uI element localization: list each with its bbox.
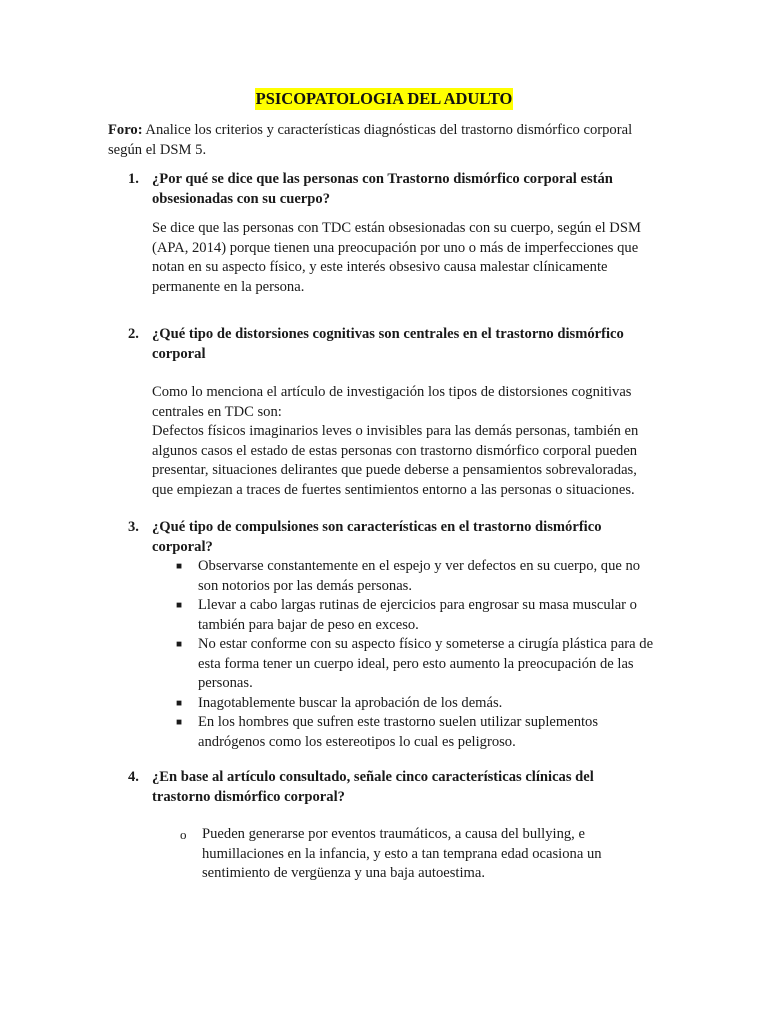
square-bullet-icon: ■	[176, 600, 183, 611]
document-title: PSICOPATOLOGIA DEL ADULTO	[255, 89, 513, 108]
question-2-text: ¿Qué tipo de distorsiones cognitivas son centrales en el trastorno dismórfico corporal	[152, 326, 624, 362]
list-item-text: En los hombres que sufren este trastorno suelen utilizar suplementos andrógenos como los estereotipos lo cual es peligroso.	[198, 714, 599, 750]
list-item-text: Pueden generarse por eventos traumáticos, a causa del bullying, e humillaciones en la infancia, y esto a tan temprana edad ocasiona un sentimiento de vergüenza y una baja autoestima.	[202, 826, 602, 881]
foro-label: Foro:	[108, 122, 143, 138]
question-1-number: 1.	[128, 171, 139, 187]
question-1-text: ¿Por qué se dice que las personas con Trastorno dismórfico corporal están obsesionadas con su cuerpo?	[152, 171, 613, 207]
answer-2: Defectos físicos imaginarios leves o invisibles para las demás personas, también en algunos casos el estado de estas personas con trastorno dismórfico corporal pueden presentar, situaciones delirantes que puede deberse a pensamientos sobrevaloradas, que empiezan a traces de fuertes sentimientos entorno a las personas o situaciones.	[152, 423, 639, 498]
question-4-number: 4.	[128, 769, 139, 785]
question-2-number: 2.	[128, 326, 139, 342]
question-3	[128, 518, 638, 557]
list-item	[176, 596, 656, 635]
square-bullet-icon: ■	[176, 561, 183, 572]
list-item-text: No estar conforme con su aspecto físico y someterse a cirugía plástica para de esta forma tener un cuerpo ideal, pero esto aumento la preocupación de las personas.	[198, 636, 654, 691]
question-1	[128, 170, 638, 209]
compulsions-list	[176, 557, 656, 752]
list-item-text: Observarse constantemente en el espejo y ver defectos en su cuerpo, que no son notorios por las demás personas.	[198, 558, 641, 594]
title-wrap	[0, 88, 768, 111]
question-3-text: ¿Qué tipo de compulsiones son características en el trastorno dismórfico corporal?	[152, 519, 602, 555]
answer-2-intro: Como lo menciona el artículo de investigación los tipos de distorsiones cognitivas centrales en TDC son:	[152, 384, 632, 420]
square-bullet-icon: ■	[176, 717, 183, 728]
list-item-text: Llevar a cabo largas rutinas de ejercicios para engrosar su masa muscular o también para bajar de peso en exceso.	[198, 597, 637, 633]
list-item	[176, 713, 656, 752]
list-item	[176, 557, 656, 596]
question-4	[128, 768, 638, 807]
circle-bullet-icon: o	[180, 827, 187, 842]
answer-1: Se dice que las personas con TDC están obsesionadas con su cuerpo, según el DSM (APA, 2014) porque tienen una preocupación por uno o más de imperfecciones que notan en su aspecto físico, y este interés obsesivo causa malestar clínicamente permanente en la persona.	[152, 220, 641, 295]
square-bullet-icon: ■	[176, 639, 183, 650]
question-3-number: 3.	[128, 519, 139, 535]
list-item	[176, 694, 656, 714]
foro-text: Analice los criterios y características diagnósticas del trastorno dismórfico corporal según el DSM 5.	[108, 122, 633, 158]
list-item	[176, 635, 656, 694]
square-bullet-icon: ■	[176, 697, 183, 709]
clinical-features-list	[180, 825, 630, 884]
list-item-text: Inagotablemente buscar la aprobación de los demás.	[198, 694, 503, 711]
question-4-text: ¿En base al artículo consultado, señale cinco características clínicas del trastorno dismórfico corporal?	[152, 769, 594, 805]
foro-paragraph	[108, 121, 668, 160]
question-2	[128, 325, 638, 364]
